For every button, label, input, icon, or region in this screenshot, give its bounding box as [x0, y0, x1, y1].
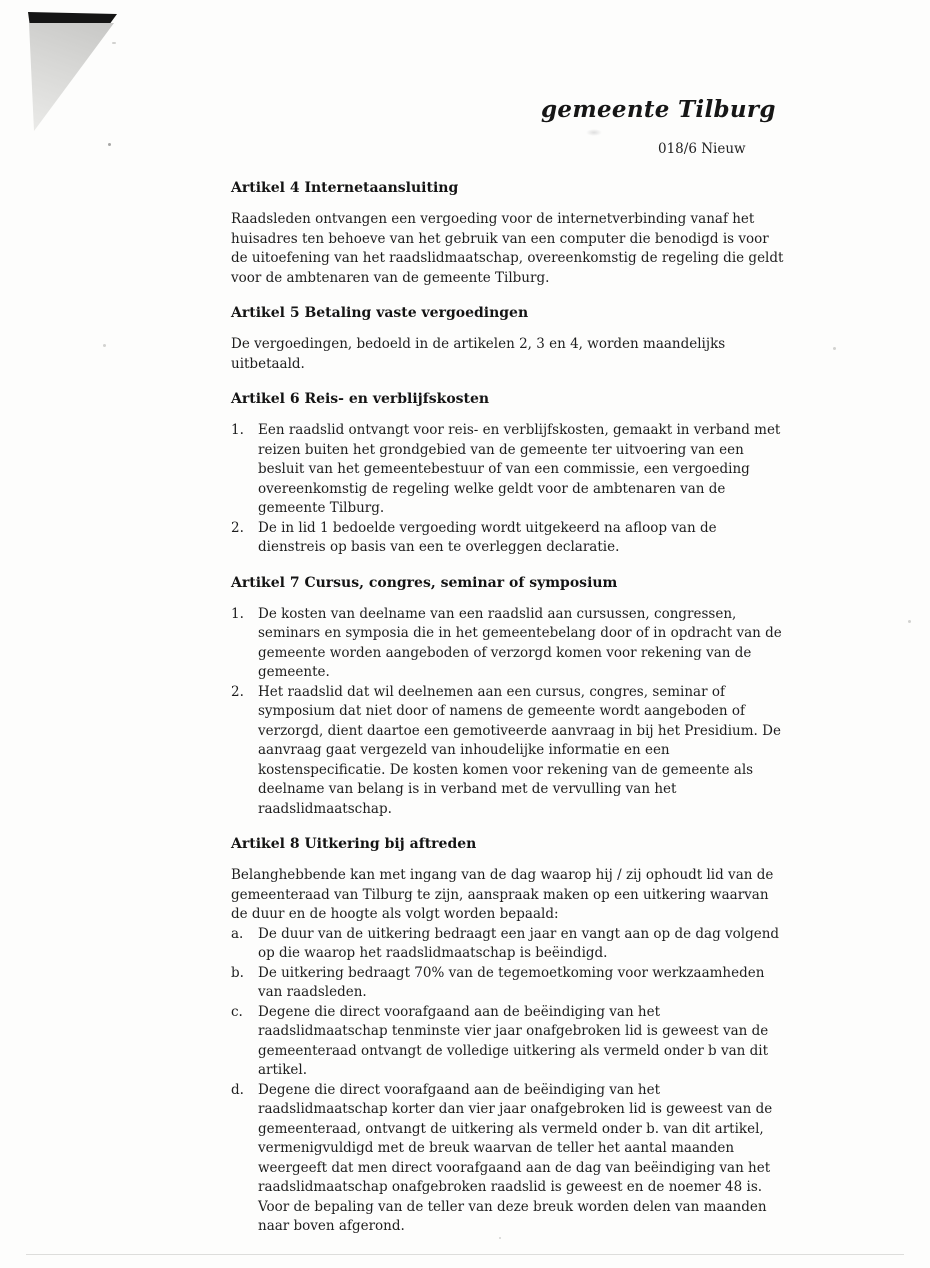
article-8-section — [231, 835, 788, 1237]
article-5-heading: Artikel 5 Betaling vaste vergoedingen — [231, 305, 529, 321]
list-item-text: De kosten van deelname van een raadslid aan cursussen, congressen, seminars en symposia die in het gemeentebelang door of in opdracht van de gemeente worden aangeboden of verzorgd komen voor rekening van de gemeente. — [258, 605, 782, 680]
municipality-logo-text: gemeente Tilburg — [541, 96, 776, 123]
article-4-paragraph: Raadsleden ontvangen een vergoeding voor de internetverbinding vanaf het huisadres ten behoeve van het gebruik van een computer die benodigd is voor de uitoefening van het raadslidmaatschap, overeenkomstig de regeling die geldt voor de ambtenaren van de gemeente Tilburg. — [231, 211, 784, 286]
list-item-text: De duur van de uitkering bedraagt een jaar en vangt aan op de dag volgend op die waarop het raadslidmaatschap is beëindigd. — [258, 925, 780, 961]
list-item-text: Een raadslid ontvangt voor reis- en verblijfskosten, gemaakt in verband met reizen buiten het grondgebied van de gemeente ter uitvoering van een besluit van het gemeentebestuur of van een commissie, een vergoeding overeenkomstig de regeling welke geldt voor de ambtenaren van de gemeente Tilburg. — [258, 422, 781, 516]
list-item-marker: 1. — [231, 422, 244, 438]
article-8-paragraph: Belanghebbende kan met ingang van de dag waarop hij / zij ophoudt lid van de gemeenteraad van Tilburg te zijn, aanspraak maken op een uitkering waarvan de duur en de hoogte als volgt worden bepaald: — [231, 867, 774, 922]
list-item — [231, 1081, 788, 1237]
scan-speck — [103, 344, 106, 347]
list-item-text: Degene die direct voorafgaand aan de beëindiging van het raadslidmaatschap tenminste vier jaar onafgebroken lid is geweest van de gemeenteraad ontvangt de volledige uitkering als vermeld onder b van dit artikel. — [258, 1003, 769, 1078]
list-item — [231, 1003, 788, 1081]
list-item — [231, 519, 788, 558]
scan-smudge — [586, 129, 602, 136]
article-7-heading: Artikel 7 Cursus, congres, seminar of symposium — [231, 574, 618, 591]
scan-speck — [908, 620, 911, 623]
list-item — [231, 421, 788, 519]
list-item-marker: 2. — [231, 683, 244, 700]
article-8-heading: Artikel 8 Uitkering bij aftreden — [231, 836, 477, 852]
list-item — [231, 605, 788, 683]
article-4-section — [231, 179, 788, 288]
scan-speck — [108, 143, 111, 146]
document-code: 018/6 Nieuw — [658, 141, 746, 157]
article-6-section — [231, 390, 788, 558]
list-item-text: De in lid 1 bedoelde vergoeding wordt uitgekeerd na afloop van de dienstreis op basis van een te overleggen declaratie. — [258, 519, 717, 555]
list-item-text: De uitkering bedraagt 70% van de tegemoetkoming voor werkzaamheden van raadsleden. — [258, 964, 765, 1000]
article-5-paragraph: De vergoedingen, bedoeld in de artikelen 2, 3 en 4, worden maandelijks uitbetaald. — [231, 336, 726, 372]
list-item-marker: 2. — [231, 519, 244, 536]
article-5-section — [231, 304, 788, 374]
list-item-marker: a. — [231, 925, 244, 942]
article-8-list — [231, 925, 788, 1237]
article-7-list — [231, 605, 788, 820]
scan-bottom-edge — [26, 1254, 904, 1255]
list-item-text: Het raadslid dat wil deelnemen aan een cursus, congres, seminar of symposium dat niet door of namens de gemeente wordt aangeboden of verzorgd, dient daartoe een gemotiveerde aanvraag in bij het Presidium. De aanvraag gaat vergezeld van inhoudelijke informatie en een kostenspecificatie. De kosten komen voor rekening van de gemeente als deelname van belang is in verband met de vervulling van het raadslidmaatschap. — [258, 683, 781, 817]
list-item-marker: 1. — [231, 605, 244, 622]
list-item-marker: d. — [231, 1081, 244, 1098]
list-item — [231, 925, 788, 964]
article-7-section — [231, 574, 788, 820]
article-6-list — [231, 421, 788, 558]
list-item — [231, 683, 788, 820]
article-6-heading: Artikel 6 Reis- en verblijfskosten — [231, 391, 490, 407]
article-4-heading: Artikel 4 Internetaansluiting — [231, 180, 459, 196]
list-item — [231, 964, 788, 1003]
list-item-text: Degene die direct voorafgaand aan de beëindiging van het raadslidmaatschap korter dan vier jaar onafgebroken lid is geweest van de gemeenteraad, ontvangt de uitkering als vermeld onder b. van dit artikel, vermenigvuldigd met de breuk waarvan de teller het aantal maanden weergeeft dat men direct voorafgaand aan de dag van beëindiging van het raadslidmaatschap onafgebroken raadslid is geweest en de noemer 48 is. Voor de bepaling van de teller van deze breuk worden delen van maanden naar boven afgerond. — [258, 1081, 773, 1234]
list-item-marker: c. — [231, 1003, 243, 1020]
document-body — [231, 179, 788, 1253]
scan-speck — [833, 347, 836, 350]
list-item-marker: b. — [231, 964, 244, 981]
scan-speck — [112, 42, 116, 44]
